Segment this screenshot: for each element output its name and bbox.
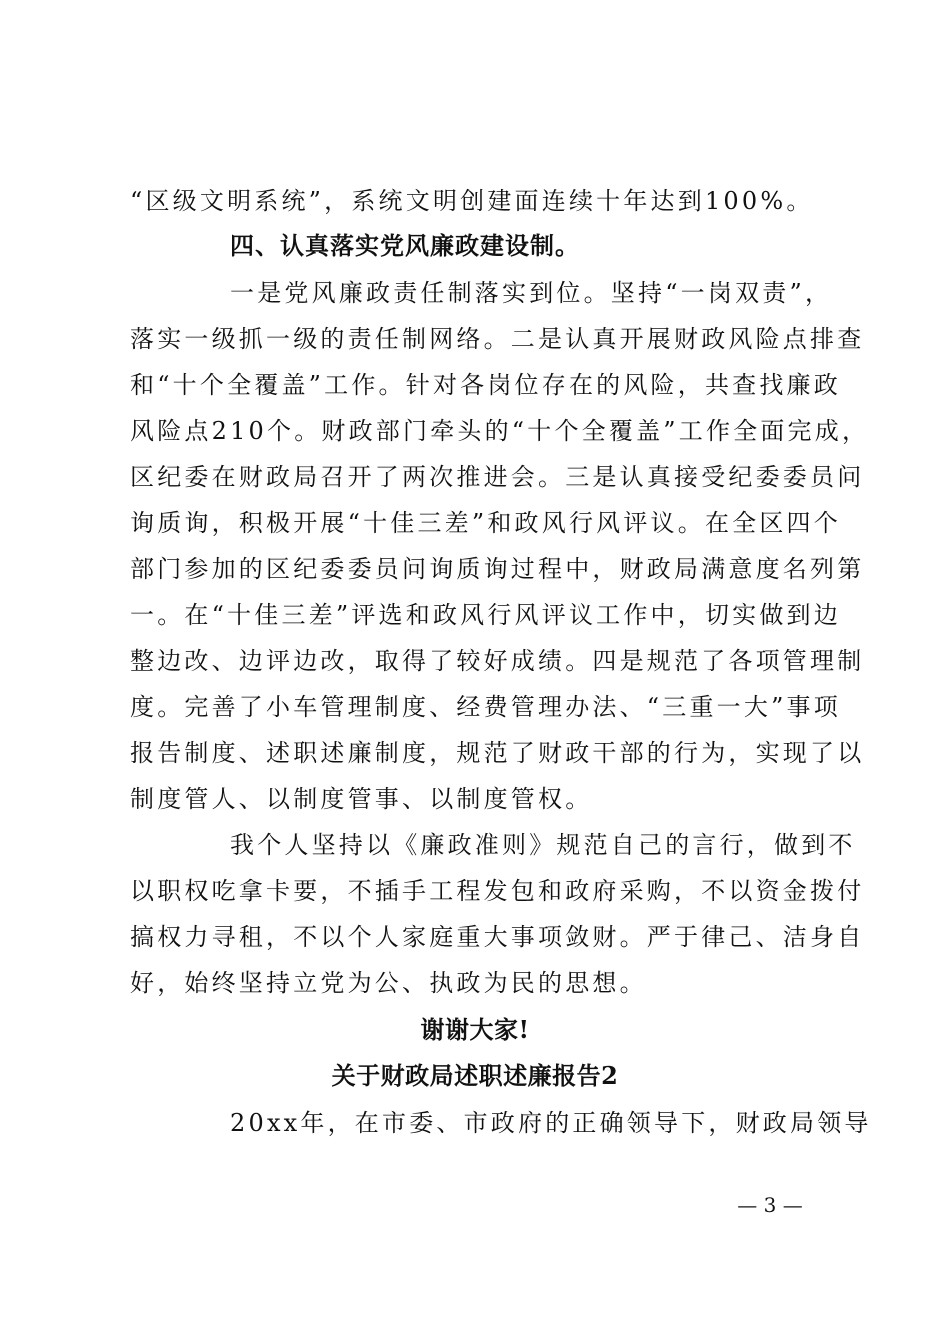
page-number: — 3 — <box>737 1193 803 1217</box>
body-text-line: 区纪委在财政局召开了两次推进会。三是认真接受纪委委员问 <box>130 463 865 491</box>
body-text-line: 度。完善了小车管理制度、经费管理办法、“三重一大”事项 <box>130 693 841 721</box>
body-text-line: 报告制度、述职述廉制度，规范了财政干部的行为，实现了以 <box>130 739 865 767</box>
report-title: 关于财政局述职述廉报告2 <box>331 1061 619 1090</box>
body-text-line: 和“十个全覆盖”工作。针对各岗位存在的风险，共查找廉政 <box>130 371 841 399</box>
body-text-line: 一。在“十佳三差”评选和政风行风评议工作中，切实做到边 <box>130 601 841 629</box>
body-text-line: 20xx年，在市委、市政府的正确领导下，财政局领导 <box>230 1109 872 1137</box>
body-text-line: 落实一级抓一级的责任制网络。二是认真开展财政风险点排查 <box>130 325 865 353</box>
section-heading: 四、认真落实党风廉政建设制。 <box>230 231 580 260</box>
body-text-line: 搞权力寻租，不以个人家庭重大事项敛财。严于律己、洁身自 <box>130 923 865 951</box>
body-text-line: 询质询，积极开展“十佳三差”和政风行风评议。在全区四个 <box>130 509 841 537</box>
body-text-line: 一是党风廉政责任制落实到位。坚持“一岗双责”， <box>230 279 833 307</box>
body-text-line: 风险点210个。财政部门牵头的“十个全覆盖”工作全面完成， <box>130 417 870 445</box>
body-text-line: 我个人坚持以《廉政准则》规范自己的言行，做到不 <box>230 831 856 859</box>
body-text-line: “区级文明系统”，系统文明创建面连续十年达到100%。 <box>130 187 814 215</box>
body-text-line: 整边改、边评边改，取得了较好成绩。四是规范了各项管理制 <box>130 647 865 675</box>
closing-thanks: 谢谢大家! <box>420 1015 530 1044</box>
body-text-line: 制度管人、以制度管事、以制度管权。 <box>130 785 593 813</box>
body-text-line: 部门参加的区纪委委员问询质询过程中，财政局满意度名列第 <box>130 555 865 583</box>
body-text-line: 以职权吃拿卡要，不插手工程发包和政府采购，不以资金拨付 <box>130 877 865 905</box>
body-text-line: 好，始终坚持立党为公、执政为民的思想。 <box>130 969 647 997</box>
